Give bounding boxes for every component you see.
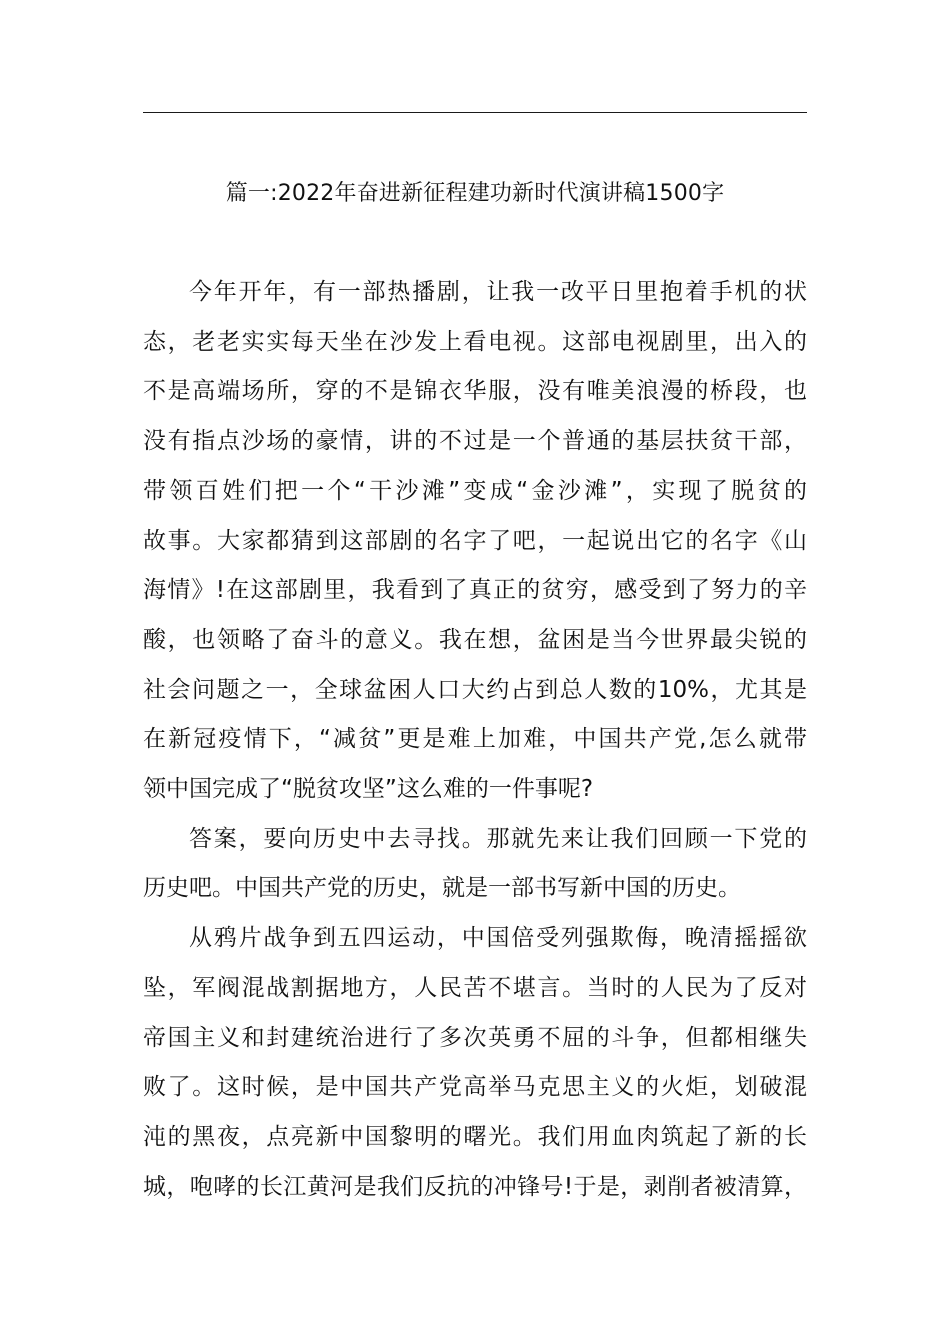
body-text-line: 领中国完成了“脱贫攻坚”这么难的一件事呢?	[143, 776, 594, 802]
body-text-line: 帝国主义和封建统治进行了多次英勇不屈的斗争，但都相继失	[143, 1024, 807, 1051]
body-text-line: 坠，军阀混战割据地方，人民苦不堪言。当时的人民为了反对	[143, 974, 807, 1001]
body-text-line: 今年开年，有一部热播剧，让我一改平日里抱着手机的状	[189, 279, 807, 305]
body-text-line: 酸，也领略了奋斗的意义。我在想，盆困是当今世界最尖锐的	[143, 626, 807, 653]
body-text-line: 故事。大家都猜到这部剧的名字了吧，一起说出它的名字《山	[143, 527, 807, 554]
body-text-line: 不是高端场所，穿的不是锦衣华服，没有唯美浪漫的桥段，也	[143, 378, 807, 405]
body-text-line: 在新冠疫情下，“减贫”更是难上加难，中国共产党,怎么就带	[143, 726, 807, 753]
body-text-line: 社会问题之一，全球盆困人口大约占到总人数的10%，尤其是	[143, 676, 807, 703]
body-text-line: 带领百姓们把一个“干沙滩”变成“金沙滩”，实现了脱贫的	[143, 477, 807, 504]
document-title: 篇一:2022年奋进新征程建功新时代演讲稿1500字	[225, 181, 725, 206]
body-text-line: 答案，要向历史中去寻找。那就先来让我们回顾一下党的	[189, 825, 807, 852]
body-text-line: 从鸦片战争到五四运动，中国倍受列强欺侮，晚清摇摇欲	[189, 925, 807, 952]
body-text-line: 没有指点沙场的豪情，讲的不过是一个普通的基层扶贫干部，	[143, 428, 807, 455]
header-rule	[143, 112, 807, 113]
body-text-line: 城，咆哮的长江黄河是我们反抗的冲锋号!于是，剥削者被清算，	[143, 1173, 807, 1200]
body-text-line: 历史吧。中国共产党的历史，就是一部书写新中国的历史。	[143, 875, 741, 902]
body-text-line: 海情》!在这部剧里，我看到了真正的贫穷，感受到了努力的辛	[143, 577, 807, 604]
body-text-line: 沌的黑夜，点亮新中国黎明的曙光。我们用血肉筑起了新的长	[143, 1123, 807, 1150]
body-text-line: 败了。这时候，是中国共产党高举马克思主义的火炬，划破混	[143, 1074, 807, 1101]
body-text-line: 态，老老实实每天坐在沙发上看电视。这部电视剧里，出入的	[143, 328, 807, 355]
